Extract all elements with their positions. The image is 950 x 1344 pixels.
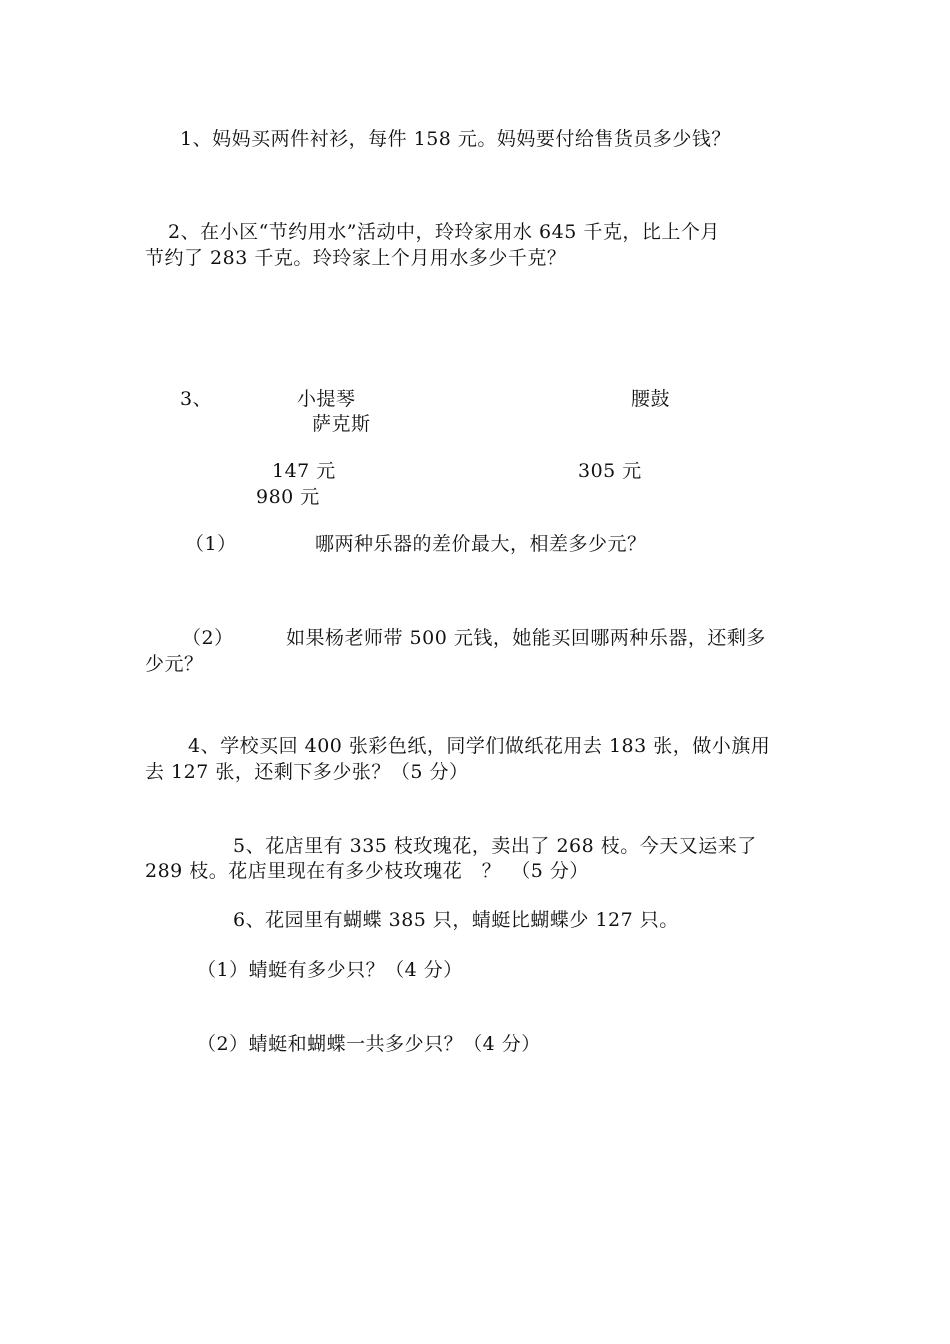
question-5-line-2: 289 枝。花店里现在有多少枝玫瑰花 ？ （5 分）	[145, 860, 589, 882]
question-3-number: 3、	[180, 388, 213, 410]
question-5-line-1: 5、花店里有 335 枝玫瑰花，卖出了 268 枝。今天又运来了	[233, 835, 757, 857]
instrument-waist-drum-name: 腰鼓	[631, 388, 671, 410]
instrument-waist-drum-price: 305 元	[578, 460, 642, 482]
question-3-sub-1-label: （1）	[185, 533, 237, 555]
question-4-line-2: 去 127 张，还剩下多少张？（5 分）	[145, 761, 469, 783]
question-4-line-1: 4、学校买回 400 张彩色纸，同学们做纸花用去 183 张，做小旗用	[188, 735, 771, 757]
question-2-line-1: 2、在小区“节约用水”活动中，玲玲家用水 645 千克，比上个月	[168, 221, 720, 243]
question-6: 6、花园里有蝴蝶 385 只，蜻蜓比蝴蝶少 127 只。	[233, 909, 679, 931]
question-3-sub-2-line-2: 少元？	[145, 653, 204, 675]
instrument-saxophone-name: 萨克斯	[312, 413, 371, 435]
instrument-violin-name: 小提琴	[297, 388, 356, 410]
instrument-saxophone-price: 980 元	[256, 486, 320, 508]
question-6-sub-1: （1）蜻蜓有多少只？（4 分）	[197, 959, 463, 981]
question-2-line-2: 节约了 283 千克。玲玲家上个月用水多少千克？	[145, 247, 567, 269]
question-3-sub-2-label: （2）	[182, 627, 234, 649]
question-6-sub-2: （2）蜻蜓和蝴蝶一共多少只？（4 分）	[197, 1033, 541, 1055]
instrument-violin-price: 147 元	[272, 460, 336, 482]
question-3-sub-1-text: 哪两种乐器的差价最大，相差多少元？	[315, 533, 647, 555]
question-1: 1、妈妈买两件衬衫，每件 158 元。妈妈要付给售货员多少钱？	[180, 128, 731, 150]
question-3-sub-2-line-1: 如果杨老师带 500 元钱，她能买回哪两种乐器，还剩多	[286, 627, 766, 649]
